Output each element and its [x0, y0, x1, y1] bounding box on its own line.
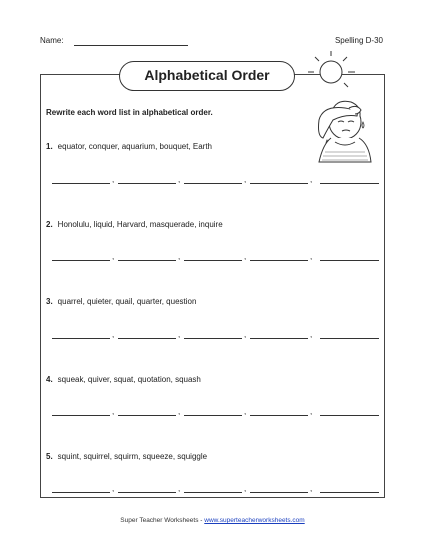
- comma: ,: [112, 407, 115, 416]
- answer-blank[interactable]: [250, 484, 308, 493]
- worksheet-code: Spelling D-30: [334, 36, 383, 45]
- answer-blank[interactable]: [184, 330, 242, 339]
- item-words: equator, conquer, aquarium, bouquet, Earth: [57, 142, 213, 151]
- answer-blank[interactable]: [52, 252, 110, 261]
- word-list-item: [46, 220, 223, 229]
- comma: ,: [310, 484, 313, 493]
- answer-row: [52, 407, 379, 417]
- comma: ,: [310, 252, 313, 261]
- comma: ,: [244, 484, 247, 493]
- item-words: squint, squirrel, squirm, squeeze, squiggle: [57, 452, 208, 461]
- answer-blank[interactable]: [184, 407, 242, 416]
- comma: ,: [112, 484, 115, 493]
- answer-row: [52, 252, 379, 262]
- comma: ,: [178, 330, 181, 339]
- comma: ,: [244, 407, 247, 416]
- comma: ,: [244, 330, 247, 339]
- comma: ,: [310, 407, 313, 416]
- comma: ,: [244, 175, 247, 184]
- footer-brand: Super Teacher Worksheets: [120, 517, 199, 524]
- word-list-item: [46, 297, 196, 306]
- word-list-item: [46, 452, 207, 461]
- footer-link[interactable]: www.superteacherworksheets.com: [204, 517, 305, 524]
- word-list-item: [46, 142, 212, 151]
- answer-blank[interactable]: [118, 252, 176, 261]
- item-words: Honolulu, liquid, Harvard, masquerade, inquire: [57, 220, 223, 229]
- instructions: Rewrite each word list in alphabetical order.: [46, 108, 213, 117]
- footer-separator: -: [200, 517, 203, 524]
- comma: ,: [178, 175, 181, 184]
- answer-blank[interactable]: [320, 175, 379, 184]
- answer-blank[interactable]: [250, 330, 308, 339]
- answer-blank[interactable]: [320, 407, 379, 416]
- answer-blank[interactable]: [250, 252, 308, 261]
- item-number: 1.: [46, 142, 53, 151]
- page-title: Alphabetical Order: [119, 61, 295, 91]
- answer-blank[interactable]: [250, 175, 308, 184]
- answer-blank[interactable]: [320, 484, 379, 493]
- comma: ,: [310, 330, 313, 339]
- name-label: Name:: [40, 36, 64, 45]
- item-number: 3.: [46, 297, 53, 306]
- answer-row: [52, 330, 379, 340]
- item-number: 4.: [46, 375, 53, 384]
- answer-blank[interactable]: [184, 252, 242, 261]
- item-number: 5.: [46, 452, 53, 461]
- answer-blank[interactable]: [118, 407, 176, 416]
- answer-blank[interactable]: [184, 484, 242, 493]
- comma: ,: [178, 252, 181, 261]
- name-blank[interactable]: [74, 45, 188, 46]
- comma: ,: [310, 175, 313, 184]
- comma: ,: [178, 484, 181, 493]
- answer-blank[interactable]: [52, 175, 110, 184]
- comma: ,: [244, 252, 247, 261]
- answer-blank[interactable]: [52, 484, 110, 493]
- item-words: quarrel, quieter, quail, quarter, question: [57, 297, 197, 306]
- item-number: 2.: [46, 220, 53, 229]
- hot-sun-person-illustration: [305, 50, 385, 168]
- word-list-item: [46, 375, 201, 384]
- comma: ,: [178, 407, 181, 416]
- answer-blank[interactable]: [118, 175, 176, 184]
- comma: ,: [112, 252, 115, 261]
- header-row: [40, 36, 385, 48]
- answer-blank[interactable]: [184, 175, 242, 184]
- answer-row: [52, 484, 379, 494]
- answer-blank[interactable]: [250, 407, 308, 416]
- answer-blank[interactable]: [52, 407, 110, 416]
- comma: ,: [112, 330, 115, 339]
- item-words: squeak, quiver, squat, quotation, squash: [57, 375, 201, 384]
- answer-row: [52, 175, 379, 185]
- comma: ,: [112, 175, 115, 184]
- answer-blank[interactable]: [118, 330, 176, 339]
- footer: [0, 517, 425, 524]
- answer-blank[interactable]: [118, 484, 176, 493]
- answer-blank[interactable]: [52, 330, 110, 339]
- answer-blank[interactable]: [320, 252, 379, 261]
- answer-blank[interactable]: [320, 330, 379, 339]
